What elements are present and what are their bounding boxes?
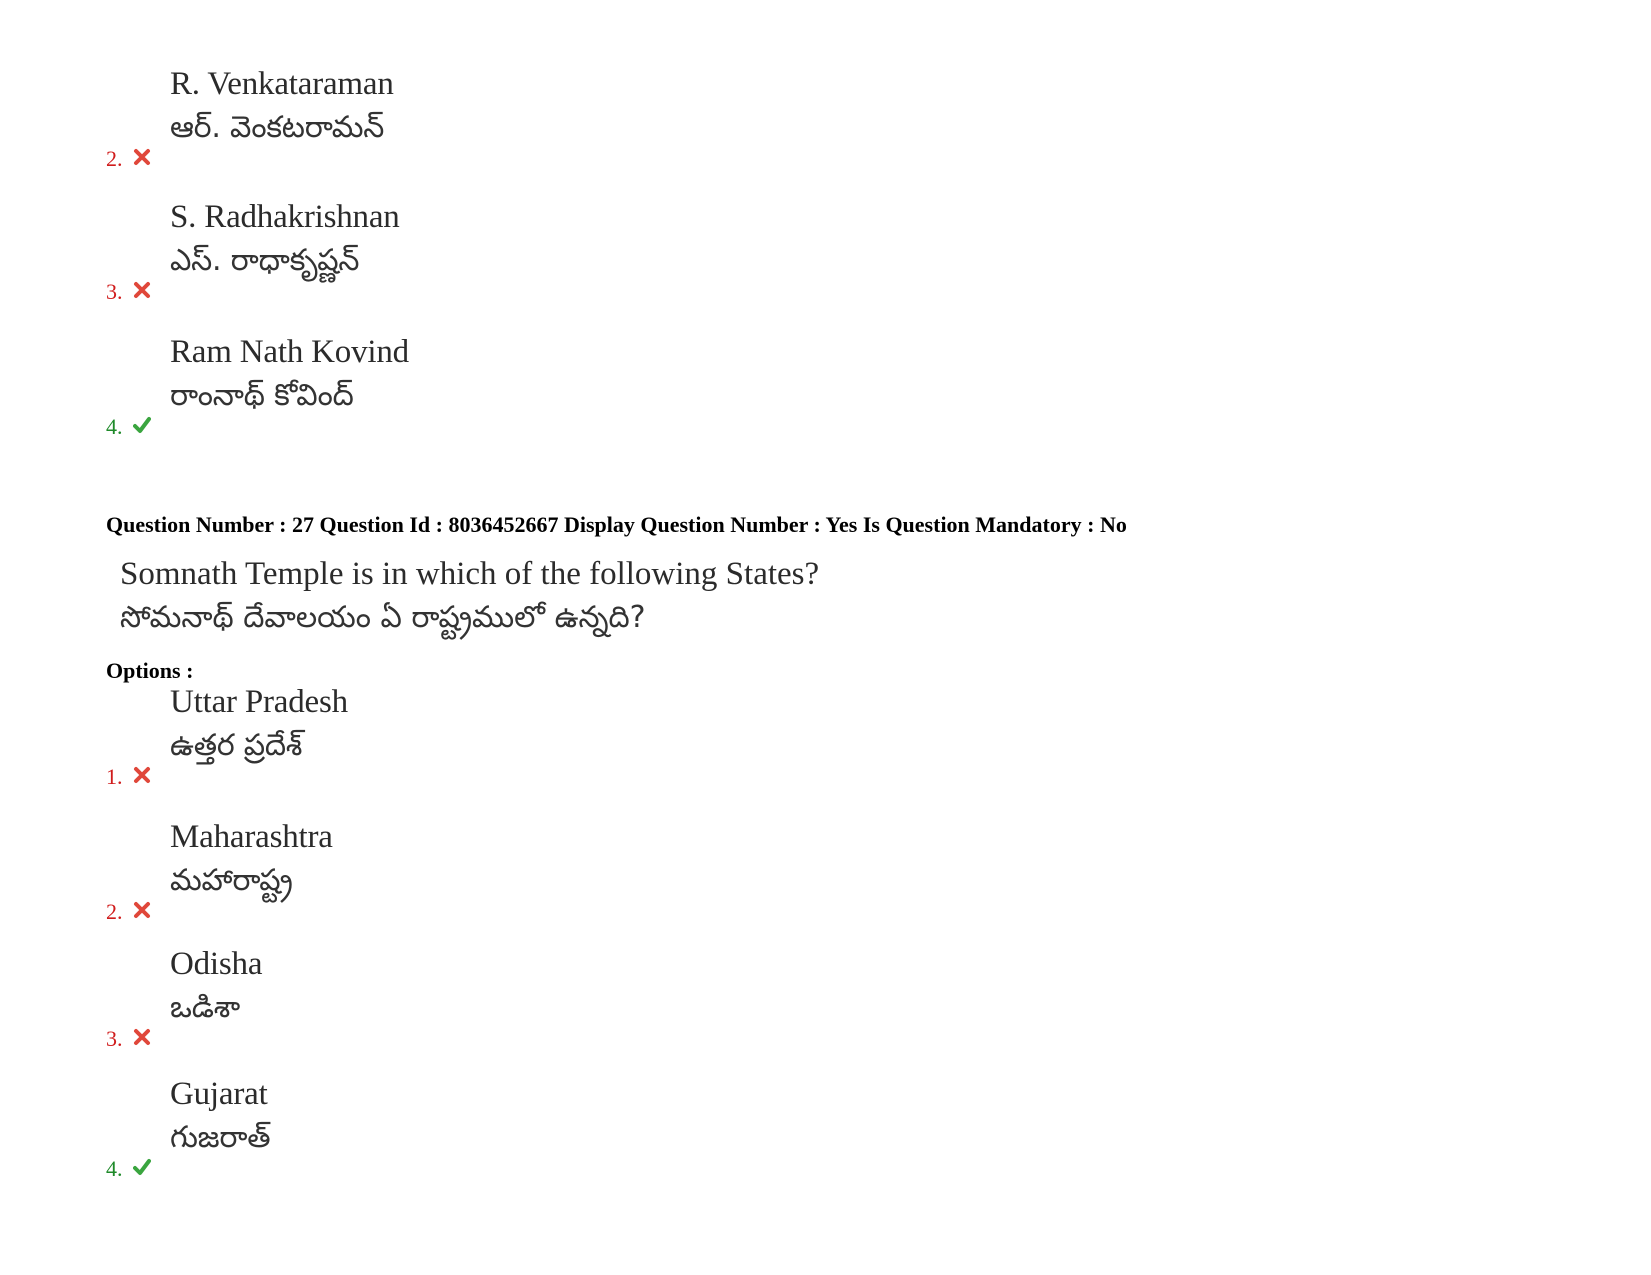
option-text (170, 942, 262, 1030)
check-icon (133, 1158, 151, 1176)
cross-icon (133, 901, 151, 919)
option-english: Maharashtra (170, 819, 333, 855)
option-telugu: గుజరాత్ (170, 1120, 271, 1155)
option-marker (106, 901, 151, 923)
check-icon (133, 416, 151, 434)
option-telugu: ఉత్తర ప్రదేశ్ (170, 728, 303, 763)
option-1 (106, 680, 706, 790)
option-telugu: ఆర్. వెంకటరామన్ (170, 110, 385, 145)
option-telugu: ఒడిశా (170, 990, 240, 1025)
option-3 (106, 942, 706, 1052)
option-text (170, 195, 400, 283)
option-number: 2. (106, 146, 123, 171)
cross-icon (133, 148, 151, 166)
prev-option-2 (106, 62, 706, 172)
option-english: Uttar Pradesh (170, 684, 348, 720)
option-english: S. Radhakrishnan (170, 199, 400, 235)
option-number: 3. (106, 1026, 123, 1051)
cross-icon (133, 281, 151, 299)
option-number: 2. (106, 899, 123, 924)
question-english: Somnath Temple is in which of the following States? (120, 556, 820, 592)
prev-option-3 (106, 195, 706, 305)
option-number: 4. (106, 414, 123, 439)
question-telugu: సోమనాథ్ దేవాలయం ఏ రాష్ట్రములో ఉన్నది? (120, 600, 646, 635)
cross-icon (133, 766, 151, 784)
option-telugu: మహారాష్ట్ర (170, 863, 293, 898)
option-english: Odisha (170, 946, 263, 982)
option-marker (106, 148, 151, 170)
option-marker (106, 1028, 151, 1050)
option-number: 3. (106, 279, 123, 304)
cross-icon (133, 1028, 151, 1046)
option-marker (106, 1158, 151, 1180)
option-telugu: ఎస్. రాధాకృష్ణన్ (170, 243, 360, 278)
option-text (170, 680, 348, 768)
option-2 (106, 815, 706, 925)
option-number: 4. (106, 1156, 123, 1181)
option-text (170, 1072, 270, 1160)
options-label: Options : (106, 658, 194, 683)
option-text (170, 815, 333, 903)
question-meta: Question Number : 27 Question Id : 8036452667 Display Question Number : Yes Is Question Mandatory : No (106, 512, 1127, 537)
option-marker (106, 281, 151, 303)
option-text (170, 62, 394, 150)
option-english: Ram Nath Kovind (170, 334, 409, 370)
question-text (120, 552, 819, 640)
option-telugu: రాంనాథ్ కోవింద్ (170, 378, 354, 413)
option-marker (106, 766, 151, 788)
option-marker (106, 416, 151, 438)
option-number: 1. (106, 764, 123, 789)
prev-option-4 (106, 330, 706, 440)
option-english: R. Venkataraman (170, 66, 394, 102)
option-text (170, 330, 409, 418)
option-4 (106, 1072, 706, 1182)
option-english: Gujarat (170, 1076, 268, 1112)
